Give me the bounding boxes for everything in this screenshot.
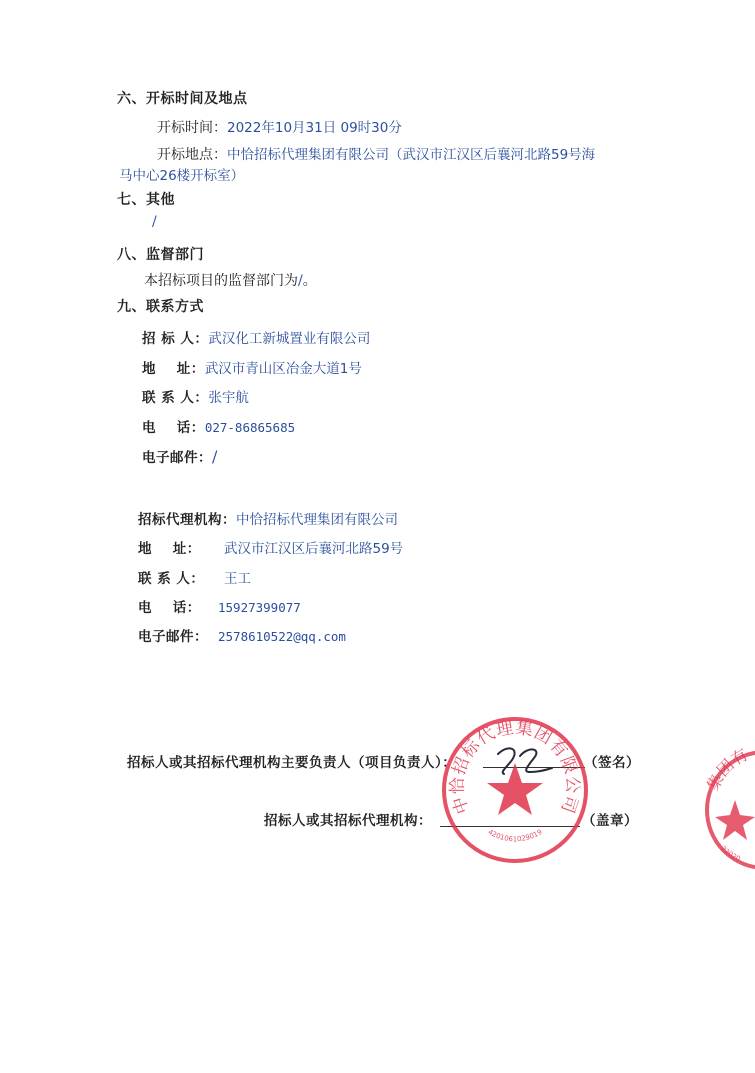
- tenderer-address-row: [142, 357, 362, 377]
- other-value: /: [152, 214, 157, 230]
- agency-address-value: 武汉市江汉区后襄河北路59号: [224, 541, 404, 557]
- svg-text:4201061029019: [486, 828, 543, 843]
- opening-time-row: [157, 116, 402, 137]
- tenderer-phone-row: [142, 416, 295, 436]
- company-seal: [440, 715, 590, 865]
- opening-time-value: 2022年10月31日 09时30分: [227, 120, 402, 136]
- tenderer-name-value: 武汉化工新城置业有限公司: [208, 331, 371, 347]
- supervisor-value: /: [298, 273, 303, 289]
- section-8-heading: 八、监督部门: [117, 247, 204, 263]
- tenderer-contact-label: 联 系 人：: [142, 390, 209, 406]
- agency-name-value: 中恰招标代理集团有限公司: [236, 512, 398, 528]
- agency-contact-label: 联 系 人：: [138, 571, 205, 587]
- partial-seal: [705, 745, 755, 875]
- agency-name-label: 招标代理机构：: [138, 512, 236, 528]
- org-label: 招标人或其招标代理机构：: [264, 813, 432, 829]
- opening-place-label: 开标地点：: [157, 147, 227, 163]
- tenderer-email-label: 电子邮件：: [142, 450, 212, 466]
- partial-seal-code: 22020: [719, 844, 742, 864]
- tenderer-contact-row: [142, 386, 249, 406]
- agency-email-value: 2578610522@qq.com: [218, 629, 346, 644]
- tenderer-address-value: 武汉市青山区冶金大道1号: [204, 361, 362, 377]
- svg-text:22020: [719, 845, 741, 864]
- tenderer-phone-label: 电 话：: [142, 420, 205, 436]
- agency-address-label: 地 址：: [138, 541, 201, 557]
- supervisor-prefix: 本招标项目的监督部门为: [144, 273, 298, 289]
- seal-code: 4201061029019: [486, 827, 544, 844]
- tenderer-email-row: [142, 446, 217, 466]
- tenderer-name-row: [142, 327, 370, 347]
- tenderer-contact-value: 张宇航: [208, 390, 249, 406]
- section-7-heading: 七、其他: [117, 192, 175, 208]
- section-9-heading: 九、联系方式: [117, 299, 204, 315]
- seal-text: 中恰招标代理集团有限公司: [447, 718, 583, 817]
- tenderer-address-label: 地 址：: [142, 361, 205, 377]
- opening-place-value-line1: 中恰招标代理集团有限公司（武汉市江汉区后襄河北路59号海: [227, 147, 596, 163]
- agency-contact-row: [138, 567, 251, 587]
- agency-phone-value: 15927399077: [218, 600, 301, 615]
- agency-phone-label: 电 话：: [138, 600, 201, 616]
- agency-name-row: [138, 508, 398, 528]
- opening-place-row: [157, 143, 595, 164]
- seal-suffix: （盖章）: [582, 813, 638, 829]
- agency-address-row: [138, 537, 403, 557]
- supervisor-suffix: 。: [302, 273, 317, 289]
- agency-email-row: [138, 625, 346, 645]
- sign-suffix: （签名）: [584, 755, 640, 771]
- tenderer-phone-value: 027-86865685: [204, 420, 296, 435]
- partial-seal-text: 集团有: [703, 744, 752, 794]
- tenderer-email-value: /: [212, 447, 218, 466]
- agency-email-label: 电子邮件：: [138, 629, 208, 645]
- supervisor-line: [144, 270, 317, 290]
- agency-phone-row: [138, 596, 301, 616]
- responsible-label: 招标人或其招标代理机构主要负责人（项目负责人）：: [127, 755, 457, 771]
- opening-place-value-line2: 马中心26楼开标室）: [119, 168, 245, 184]
- svg-text:集团有: [703, 745, 751, 794]
- section-6-heading: 六、开标时间及地点: [117, 91, 248, 107]
- tenderer-name-label: 招 标 人：: [142, 331, 209, 347]
- agency-contact-value: 王工: [224, 571, 251, 587]
- opening-time-label: 开标时间：: [157, 120, 227, 136]
